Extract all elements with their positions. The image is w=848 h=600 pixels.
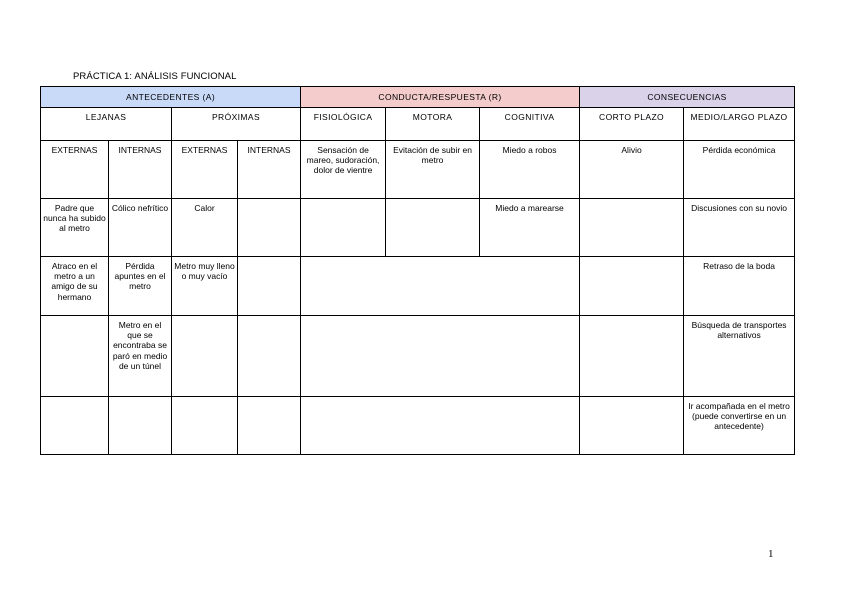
- cognitiva-header: COGNITIVA: [480, 108, 580, 141]
- motora-cell: Evitación de subir en metro: [386, 141, 480, 199]
- detail-row: [41, 141, 795, 199]
- proximas-header: PRÓXIMAS: [172, 108, 301, 141]
- medio-largo-cell: Pérdida económica: [684, 141, 795, 199]
- subheader-row: [41, 108, 795, 141]
- conducta-merged-cell: [301, 397, 580, 455]
- lejanas-internas-cell: Metro en el que se encontraba se paró en medio de un túnel: [109, 316, 172, 397]
- corto-plazo-header: CORTO PLAZO: [580, 108, 684, 141]
- motora-cell: [386, 199, 480, 257]
- lejanas-externas-cell: [41, 397, 109, 455]
- page-number: 1: [768, 548, 774, 560]
- proximas-externas-cell: Calor: [172, 199, 238, 257]
- lejanas-internas-cell: Cólico nefrítico: [109, 199, 172, 257]
- fisiologica-cell: [301, 199, 386, 257]
- lejanas-internas-cell: Pérdida apuntes en el metro: [109, 257, 172, 316]
- functional-analysis-table: [40, 86, 795, 455]
- proximas-externas-cell: [172, 397, 238, 455]
- corto-plazo-cell: [580, 199, 684, 257]
- conducta-header: CONDUCTA/RESPUESTA (R): [301, 87, 580, 108]
- conducta-merged-cell: [301, 257, 580, 316]
- corto-plazo-cell: [580, 257, 684, 316]
- proximas-externas-cell: [172, 316, 238, 397]
- corto-plazo-cell: [580, 397, 684, 455]
- proximas-internas-cell: [238, 257, 301, 316]
- lejanas-internas-cell: [109, 397, 172, 455]
- proximas-externas-header: EXTERNAS: [172, 141, 238, 199]
- fisiologica-header: FISIOLÓGICA: [301, 108, 386, 141]
- lejanas-externas-cell: [41, 316, 109, 397]
- table-row: [41, 257, 795, 316]
- cognitiva-cell: Miedo a marearse: [480, 199, 580, 257]
- proximas-internas-cell: [238, 397, 301, 455]
- medio-largo-cell: Ir acompañada en el metro (puede convertirse en un antecedente): [684, 397, 795, 455]
- medio-largo-plazo-header: MEDIO/LARGO PLAZO: [684, 108, 795, 141]
- fisiologica-cell: Sensación de mareo, sudoración, dolor de vientre: [301, 141, 386, 199]
- antecedentes-header: ANTECEDENTES (A): [41, 87, 301, 108]
- proximas-internas-cell: [238, 316, 301, 397]
- section-header-row: [41, 87, 795, 108]
- lejanas-externas-cell: Atraco en el metro a un amigo de su hermano: [41, 257, 109, 316]
- corto-plazo-cell: Alivio: [580, 141, 684, 199]
- medio-largo-cell: Retraso de la boda: [684, 257, 795, 316]
- table-row: [41, 316, 795, 397]
- cognitiva-cell: Miedo a robos: [480, 141, 580, 199]
- consecuencias-header: CONSECUENCIAS: [580, 87, 795, 108]
- document-title: PRÁCTICA 1: ANÁLISIS FUNCIONAL: [73, 71, 237, 82]
- medio-largo-cell: Discusiones con su novio: [684, 199, 795, 257]
- proximas-internas-header: INTERNAS: [238, 141, 301, 199]
- lejanas-externas-header: EXTERNAS: [41, 141, 109, 199]
- lejanas-internas-header: INTERNAS: [109, 141, 172, 199]
- lejanas-externas-cell: Padre que nunca ha subido al metro: [41, 199, 109, 257]
- proximas-externas-cell: Metro muy lleno o muy vacío: [172, 257, 238, 316]
- conducta-merged-cell: [301, 316, 580, 397]
- corto-plazo-cell: [580, 316, 684, 397]
- table-row: [41, 397, 795, 455]
- proximas-internas-cell: [238, 199, 301, 257]
- medio-largo-cell: Búsqueda de transportes alternativos: [684, 316, 795, 397]
- table-row: [41, 199, 795, 257]
- lejanas-header: LEJANAS: [41, 108, 172, 141]
- motora-header: MOTORA: [386, 108, 480, 141]
